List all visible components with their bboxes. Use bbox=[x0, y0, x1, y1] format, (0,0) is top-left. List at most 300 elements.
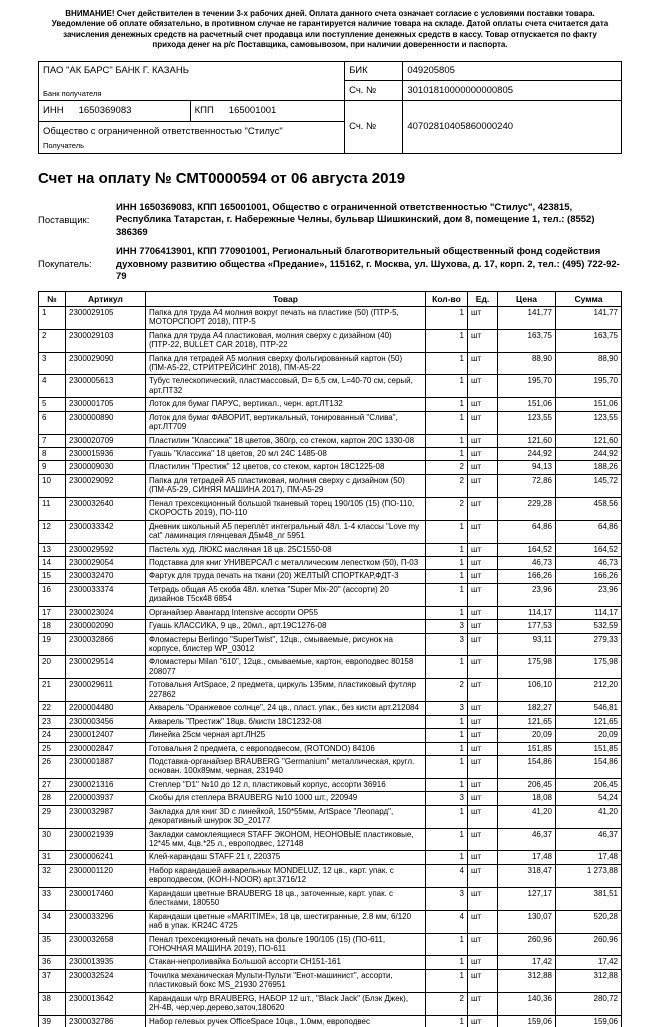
article: 2300032786 bbox=[66, 1015, 146, 1027]
price: 166,26 bbox=[498, 570, 556, 583]
unit: шт bbox=[468, 679, 498, 702]
table-row bbox=[39, 864, 622, 887]
items-header-row bbox=[39, 291, 622, 306]
article: 2300032866 bbox=[66, 633, 146, 656]
sum: 17,48 bbox=[556, 851, 622, 864]
row-number: 3 bbox=[39, 352, 66, 375]
sum: 154,86 bbox=[556, 755, 622, 778]
sum: 458,56 bbox=[556, 497, 622, 520]
article: 2300001887 bbox=[66, 755, 146, 778]
table-row bbox=[39, 434, 622, 447]
article: 2300033374 bbox=[66, 583, 146, 606]
unit: шт bbox=[468, 570, 498, 583]
article: 2300001705 bbox=[66, 398, 146, 411]
quantity: 2 bbox=[426, 497, 468, 520]
price: 46,37 bbox=[498, 828, 556, 851]
table-row bbox=[39, 969, 622, 992]
table-row bbox=[39, 520, 622, 543]
unit: шт bbox=[468, 742, 498, 755]
quantity: 1 bbox=[426, 828, 468, 851]
row-number: 34 bbox=[39, 910, 66, 933]
article: 2200003937 bbox=[66, 792, 146, 805]
article: 2300002847 bbox=[66, 742, 146, 755]
product-name: Гуашь КЛАССИКА, 9 цв., 20мл., арт.19С1276-08 bbox=[146, 620, 426, 633]
quantity: 1 bbox=[426, 556, 468, 569]
unit: шт bbox=[468, 556, 498, 569]
bik-value: 049205805 bbox=[403, 61, 622, 81]
unit: шт bbox=[468, 306, 498, 329]
quantity: 1 bbox=[426, 656, 468, 679]
article: 2300029103 bbox=[66, 329, 146, 352]
unit: шт bbox=[468, 583, 498, 606]
col-header-sum: Сумма bbox=[556, 291, 622, 306]
unit: шт bbox=[468, 702, 498, 715]
product-name: Папка для труда А4 молния вокруг печать на пластике (50) (ПТР-5, МОТОРСПОРТ 2018), ПТР-5 bbox=[146, 306, 426, 329]
sum: 121,65 bbox=[556, 715, 622, 728]
price: 121,60 bbox=[498, 434, 556, 447]
row-number: 16 bbox=[39, 583, 66, 606]
product-name: Готовальня ArtSpace, 2 предмета, циркуль 135мм, пластиковый футляр 227862 bbox=[146, 679, 426, 702]
product-name: Фломастеры Berlingo "SuperTwist", 12цв., смываемые, рисунок на корпусе, блистер WP_03012 bbox=[146, 633, 426, 656]
price: 94,13 bbox=[498, 461, 556, 474]
table-row bbox=[39, 742, 622, 755]
unit: шт bbox=[468, 656, 498, 679]
article: 2300029090 bbox=[66, 352, 146, 375]
quantity: 2 bbox=[426, 474, 468, 497]
sum: 23,96 bbox=[556, 583, 622, 606]
product-name: Карандаши ч/гр BRAUBERG, НАБОР 12 шт., "Black Jack" (Блэк Джек), 2Н-4В, чер,чер.дерево,заточ,180620 bbox=[146, 992, 426, 1015]
table-row bbox=[39, 828, 622, 851]
price: 175,98 bbox=[498, 656, 556, 679]
bank-recipient-label: Банк получателя bbox=[43, 88, 102, 98]
product-name: Гуашь "Классика" 18 цветов, 20 мл 24С 1485-08 bbox=[146, 448, 426, 461]
col-header-product: Товар bbox=[146, 291, 426, 306]
unit: шт bbox=[468, 933, 498, 956]
row-number: 18 bbox=[39, 620, 66, 633]
article: 2300029592 bbox=[66, 543, 146, 556]
col-header-number: № bbox=[39, 291, 66, 306]
price: 318,47 bbox=[498, 864, 556, 887]
quantity: 4 bbox=[426, 864, 468, 887]
quantity: 1 bbox=[426, 755, 468, 778]
kpp-cell bbox=[190, 100, 344, 121]
sum: 164,52 bbox=[556, 543, 622, 556]
product-name: Подставка для книг УНИВЕРСАЛ с металлическим лепестком (50), П-03 bbox=[146, 556, 426, 569]
bank-name-cell bbox=[39, 61, 345, 100]
table-row bbox=[39, 729, 622, 742]
quantity: 1 bbox=[426, 520, 468, 543]
inn-cell bbox=[39, 100, 191, 121]
article: 2300033342 bbox=[66, 520, 146, 543]
price: 41,20 bbox=[498, 805, 556, 828]
unit: шт bbox=[468, 398, 498, 411]
quantity: 2 bbox=[426, 679, 468, 702]
sum: 114,17 bbox=[556, 606, 622, 619]
bank-row-inn-kpp bbox=[39, 100, 622, 121]
row-number: 1 bbox=[39, 306, 66, 329]
quantity: 1 bbox=[426, 729, 468, 742]
price: 130,07 bbox=[498, 910, 556, 933]
invoice-title: Счет на оплату № СМТ0000594 от 06 августа 2019 bbox=[38, 169, 406, 187]
price: 20,09 bbox=[498, 729, 556, 742]
row-number: 7 bbox=[39, 434, 66, 447]
row-number: 31 bbox=[39, 851, 66, 864]
product-name: Дневник школьный А5 переплёт интегральный 48л. 1-4 классы "Love my cat" ламинация глянцевая Д5м48_лг 5951 bbox=[146, 520, 426, 543]
quantity: 3 bbox=[426, 633, 468, 656]
unit: шт bbox=[468, 375, 498, 398]
unit: шт bbox=[468, 520, 498, 543]
article: 2300020709 bbox=[66, 434, 146, 447]
unit: шт bbox=[468, 864, 498, 887]
row-number: 30 bbox=[39, 828, 66, 851]
quantity: 1 bbox=[426, 933, 468, 956]
row-number: 10 bbox=[39, 474, 66, 497]
article: 2200004480 bbox=[66, 702, 146, 715]
table-row bbox=[39, 543, 622, 556]
table-row bbox=[39, 375, 622, 398]
table-row bbox=[39, 755, 622, 778]
bik-label: БИК bbox=[345, 61, 403, 81]
row-number: 17 bbox=[39, 606, 66, 619]
warning-text: ВНИМАНИЕ! Счет действителен в течении 3-х рабочих дней. Оплата данного счета означает согласие с условиями поставки товара. Уведомление об оплате обязательно, в противном случае не гарантируется наличие товара на складе. Датой оплаты счета считается дата зачисления денежных средств на расчетный счет продавца или поступление денежных средств в кассу. Товар отпускается по факту прихода денег на р/с Поставщика, самовывозом, при наличии доверенности и паспорта. bbox=[51, 9, 609, 50]
row-number: 36 bbox=[39, 956, 66, 969]
kpp-value: 165001001 bbox=[228, 105, 277, 117]
price: 260,96 bbox=[498, 933, 556, 956]
table-row bbox=[39, 329, 622, 352]
article: 2300013642 bbox=[66, 992, 146, 1015]
price: 93,11 bbox=[498, 633, 556, 656]
sum: 46,73 bbox=[556, 556, 622, 569]
unit: шт bbox=[468, 828, 498, 851]
unit: шт bbox=[468, 474, 498, 497]
quantity: 1 bbox=[426, 352, 468, 375]
sum: 520,28 bbox=[556, 910, 622, 933]
product-name: Пластилин "Престиж" 12 цветов, со стеком, картон 18С1225-08 bbox=[146, 461, 426, 474]
sum: 195,70 bbox=[556, 375, 622, 398]
table-row bbox=[39, 556, 622, 569]
sum: 46,37 bbox=[556, 828, 622, 851]
table-row bbox=[39, 448, 622, 461]
price: 151,06 bbox=[498, 398, 556, 411]
sum: 41,20 bbox=[556, 805, 622, 828]
kpp-label: КПП bbox=[194, 105, 214, 117]
unit: шт bbox=[468, 851, 498, 864]
product-name: Клей-карандаш STAFF 21 г, 220375 bbox=[146, 851, 426, 864]
row-number: 19 bbox=[39, 633, 66, 656]
sum: 532,59 bbox=[556, 620, 622, 633]
table-row bbox=[39, 992, 622, 1015]
unit: шт bbox=[468, 434, 498, 447]
recipient-name: Общество с ограниченной ответственностью "Стилус" bbox=[39, 121, 345, 139]
product-name: Точилка механическая Мульти-Пульти "Енот-машинист", ассорти, пластиковый бокс MS_21930 276951 bbox=[146, 969, 426, 992]
article: 2300021939 bbox=[66, 828, 146, 851]
unit: шт bbox=[468, 992, 498, 1015]
unit: шт bbox=[468, 620, 498, 633]
product-name: Тубус телескопический, пластмассовый, D= 6,5 см, L=40-70 см, серый, арт.ПТ32 bbox=[146, 375, 426, 398]
quantity: 1 bbox=[426, 606, 468, 619]
row-number: 5 bbox=[39, 398, 66, 411]
unit: шт bbox=[468, 461, 498, 474]
product-name: Пенал трехсекционный печать на фольге 190/105 (15) (ПО-611, ГОНОЧНАЯ МАШИНА 2019), ПО-611 bbox=[146, 933, 426, 956]
sum: 54,24 bbox=[556, 792, 622, 805]
article: 2300033296 bbox=[66, 910, 146, 933]
price: 106,10 bbox=[498, 679, 556, 702]
unit: шт bbox=[468, 543, 498, 556]
account-label: Сч. № bbox=[345, 100, 403, 153]
product-name: Лоток для бумаг ПАРУС, вертикал., черн. арт.ЛТ132 bbox=[146, 398, 426, 411]
product-name: Набор карандашей акварельных MONDELUZ, 12 цв., карт. упак. с европодвесом, (KOH-I-NOOR) арт.3716/12 bbox=[146, 864, 426, 887]
row-number: 24 bbox=[39, 729, 66, 742]
price: 121,65 bbox=[498, 715, 556, 728]
product-name: Закладка для книг 3D с линейкой, 150*55мм, ArtSpace "Леопард", декоративный шнурок 3D_20177 bbox=[146, 805, 426, 828]
price: 46,73 bbox=[498, 556, 556, 569]
unit: шт bbox=[468, 729, 498, 742]
row-number: 37 bbox=[39, 969, 66, 992]
table-row bbox=[39, 715, 622, 728]
col-header-price: Цена bbox=[498, 291, 556, 306]
price: 17,48 bbox=[498, 851, 556, 864]
table-row bbox=[39, 679, 622, 702]
sum: 151,06 bbox=[556, 398, 622, 411]
table-row bbox=[39, 1015, 622, 1027]
product-name: Пластилин "Классика" 18 цветов, 360гр, со стеком, картон 20С 1330-08 bbox=[146, 434, 426, 447]
product-name: Папка для тетрадей А5 пластиковая, молния сверху с дизайном (50) (ПМ-А5-29, СИНЯЯ МАШИНА 2017), ПМ-А5-29 bbox=[146, 474, 426, 497]
quantity: 1 bbox=[426, 543, 468, 556]
price: 64,86 bbox=[498, 520, 556, 543]
article: 2300021316 bbox=[66, 778, 146, 791]
sum: 123,55 bbox=[556, 411, 622, 434]
buyer-label: Покупатель: bbox=[38, 259, 92, 271]
supplier-label: Поставщик: bbox=[38, 214, 90, 226]
price: 72,86 bbox=[498, 474, 556, 497]
sum: 17,42 bbox=[556, 956, 622, 969]
product-name: Лоток для бумаг ФАВОРИТ, вертикальный, тонированный "Слива", арт.ЛТ709 bbox=[146, 411, 426, 434]
quantity: 1 bbox=[426, 306, 468, 329]
product-name: Папка для тетрадей А5 молния сверху фольгированный картон (50) (ПМ-А5-22, СТРИТРЕЙСИНГ 2018), ПМ-А5-22 bbox=[146, 352, 426, 375]
inn-value: 1650369083 bbox=[78, 105, 132, 117]
bank-details-table bbox=[38, 61, 622, 154]
table-row bbox=[39, 606, 622, 619]
price: 23,96 bbox=[498, 583, 556, 606]
price: 127,17 bbox=[498, 887, 556, 910]
unit: шт bbox=[468, 792, 498, 805]
col-header-unit: Ед. bbox=[468, 291, 498, 306]
row-number: 15 bbox=[39, 570, 66, 583]
sum: 1 273,88 bbox=[556, 864, 622, 887]
article: 2300009030 bbox=[66, 461, 146, 474]
sum: 141,77 bbox=[556, 306, 622, 329]
price: 163,75 bbox=[498, 329, 556, 352]
buyer-details: ИНН 7706413901, КПП 770901001, Региональный благотворительный общественный фонд содействия духовному развитию общества «Предание», 115162, г. Москва, ул. Шухова, д. 17, корп. 2, тел.: (495) 722-92-79 bbox=[116, 246, 620, 283]
article: 2300029054 bbox=[66, 556, 146, 569]
table-row bbox=[39, 352, 622, 375]
sum: 159,06 bbox=[556, 1015, 622, 1027]
table-row bbox=[39, 570, 622, 583]
quantity: 3 bbox=[426, 792, 468, 805]
sum: 188,26 bbox=[556, 461, 622, 474]
product-name: Тетрадь общая А5 скоба 48л. клетка "Super Mix-20" (ассорти) 20 дизайнов Т5ск48 6854 bbox=[146, 583, 426, 606]
account-value: 40702810405860000240 bbox=[403, 100, 622, 153]
quantity: 2 bbox=[426, 992, 468, 1015]
unit: шт bbox=[468, 755, 498, 778]
quantity: 1 bbox=[426, 742, 468, 755]
quantity: 1 bbox=[426, 329, 468, 352]
row-number: 6 bbox=[39, 411, 66, 434]
product-name: Стакан-непроливайка Большой ассорти СН151-161 bbox=[146, 956, 426, 969]
row-number: 12 bbox=[39, 520, 66, 543]
product-name: Готовальня 2 предмета, с европодвесом, (ROTONDO) 84106 bbox=[146, 742, 426, 755]
article: 2300032987 bbox=[66, 805, 146, 828]
table-row bbox=[39, 620, 622, 633]
sum: 381,51 bbox=[556, 887, 622, 910]
table-row bbox=[39, 933, 622, 956]
article: 2300017460 bbox=[66, 887, 146, 910]
sum: 206,45 bbox=[556, 778, 622, 791]
table-row bbox=[39, 411, 622, 434]
price: 195,70 bbox=[498, 375, 556, 398]
row-number: 25 bbox=[39, 742, 66, 755]
unit: шт bbox=[468, 1015, 498, 1027]
row-number: 38 bbox=[39, 992, 66, 1015]
sum: 546,81 bbox=[556, 702, 622, 715]
article: 2300029611 bbox=[66, 679, 146, 702]
quantity: 1 bbox=[426, 715, 468, 728]
article: 2300002090 bbox=[66, 620, 146, 633]
price: 164,52 bbox=[498, 543, 556, 556]
col-header-quantity: Кол-во bbox=[426, 291, 468, 306]
table-row bbox=[39, 702, 622, 715]
items-table bbox=[38, 291, 622, 1027]
product-name: Акварель "Оранжевое солнце", 24 цв., пласт. упак., без кисти арт.212084 bbox=[146, 702, 426, 715]
quantity: 1 bbox=[426, 851, 468, 864]
price: 141,77 bbox=[498, 306, 556, 329]
product-name: Пенал трехсекционный большой тканевый торец 190/105 (15) (ПО-110, СКОРОСТЬ 2019), ПО-110 bbox=[146, 497, 426, 520]
price: 244,92 bbox=[498, 448, 556, 461]
row-number: 23 bbox=[39, 715, 66, 728]
table-row bbox=[39, 910, 622, 933]
row-number: 11 bbox=[39, 497, 66, 520]
supplier-details: ИНН 1650369083, КПП 165001001, Общество с ограниченной ответственностью "Стилус", 423815, Республика Татарстан, г. Набережные Челны, бульвар Шишкинский, дом 8, помещение 1, тел.: (8552) 386369 bbox=[116, 201, 595, 238]
price: 206,45 bbox=[498, 778, 556, 791]
price: 140,36 bbox=[498, 992, 556, 1015]
bank-row-bik bbox=[39, 61, 622, 81]
sum: 20,09 bbox=[556, 729, 622, 742]
article: 2300032658 bbox=[66, 933, 146, 956]
quantity: 1 bbox=[426, 375, 468, 398]
product-name: Акварель "Престиж" 18цв. б/кисти 18С1232-08 bbox=[146, 715, 426, 728]
unit: шт bbox=[468, 887, 498, 910]
row-number: 33 bbox=[39, 887, 66, 910]
price: 154,86 bbox=[498, 755, 556, 778]
sum: 88,90 bbox=[556, 352, 622, 375]
quantity: 1 bbox=[426, 956, 468, 969]
sum: 166,26 bbox=[556, 570, 622, 583]
product-name: Линейка 25см черная арт.ЛН25 bbox=[146, 729, 426, 742]
bank-name: ПАО "АК БАРС" БАНК Г. КАЗАНЬ bbox=[43, 64, 189, 76]
quantity: 1 bbox=[426, 1015, 468, 1027]
row-number: 13 bbox=[39, 543, 66, 556]
quantity: 1 bbox=[426, 411, 468, 434]
product-name: Степлер "D1" №10 до 12 л, пластиковый корпус, ассорти 36916 bbox=[146, 778, 426, 791]
supplier-row bbox=[38, 202, 622, 240]
items-tbody bbox=[39, 306, 622, 1027]
price: 151,85 bbox=[498, 742, 556, 755]
article: 2300029092 bbox=[66, 474, 146, 497]
recipient-label: Получатель bbox=[39, 139, 345, 154]
sum: 212,20 bbox=[556, 679, 622, 702]
price: 312,88 bbox=[498, 969, 556, 992]
table-row bbox=[39, 461, 622, 474]
product-name: Карандаши цветные BRAUBERG 18 цв., заточенные, карт. упак. с блестками, 180550 bbox=[146, 887, 426, 910]
corr-account-value: 30101810000000000805 bbox=[403, 81, 622, 101]
unit: шт bbox=[468, 329, 498, 352]
article: 2300001120 bbox=[66, 864, 146, 887]
sum: 312,88 bbox=[556, 969, 622, 992]
quantity: 1 bbox=[426, 448, 468, 461]
quantity: 3 bbox=[426, 620, 468, 633]
unit: шт bbox=[468, 448, 498, 461]
quantity: 1 bbox=[426, 805, 468, 828]
unit: шт bbox=[468, 352, 498, 375]
sum: 244,92 bbox=[556, 448, 622, 461]
quantity: 4 bbox=[426, 910, 468, 933]
article: 2300006241 bbox=[66, 851, 146, 864]
quantity: 2 bbox=[426, 461, 468, 474]
unit: шт bbox=[468, 805, 498, 828]
product-name: Органайзер Авангард Intensive ассорти ОР55 bbox=[146, 606, 426, 619]
row-number: 21 bbox=[39, 679, 66, 702]
unit: шт bbox=[468, 715, 498, 728]
product-name: Набор гелевых ручек OfficeSpace 10цв., 1.0мм, европодвес bbox=[146, 1015, 426, 1027]
unit: шт bbox=[468, 910, 498, 933]
article: 2300005613 bbox=[66, 375, 146, 398]
row-number: 9 bbox=[39, 461, 66, 474]
article: 2300000890 bbox=[66, 411, 146, 434]
unit: шт bbox=[468, 606, 498, 619]
row-number: 39 bbox=[39, 1015, 66, 1027]
table-row bbox=[39, 851, 622, 864]
row-number: 26 bbox=[39, 755, 66, 778]
article: 2300013935 bbox=[66, 956, 146, 969]
unit: шт bbox=[468, 497, 498, 520]
table-row bbox=[39, 474, 622, 497]
unit: шт bbox=[468, 969, 498, 992]
quantity: 1 bbox=[426, 583, 468, 606]
table-row bbox=[39, 583, 622, 606]
unit: шт bbox=[468, 956, 498, 969]
price: 17,42 bbox=[498, 956, 556, 969]
inn-label: ИНН bbox=[43, 105, 64, 117]
table-row bbox=[39, 792, 622, 805]
quantity: 1 bbox=[426, 778, 468, 791]
sum: 279,33 bbox=[556, 633, 622, 656]
article: 2300029514 bbox=[66, 656, 146, 679]
row-number: 8 bbox=[39, 448, 66, 461]
quantity: 1 bbox=[426, 398, 468, 411]
sum: 64,86 bbox=[556, 520, 622, 543]
quantity: 1 bbox=[426, 969, 468, 992]
row-number: 27 bbox=[39, 778, 66, 791]
price: 229,28 bbox=[498, 497, 556, 520]
quantity: 1 bbox=[426, 570, 468, 583]
article: 2300032470 bbox=[66, 570, 146, 583]
price: 159,06 bbox=[498, 1015, 556, 1027]
row-number: 22 bbox=[39, 702, 66, 715]
unit: шт bbox=[468, 633, 498, 656]
sum: 280,72 bbox=[556, 992, 622, 1015]
row-number: 2 bbox=[39, 329, 66, 352]
table-row bbox=[39, 633, 622, 656]
